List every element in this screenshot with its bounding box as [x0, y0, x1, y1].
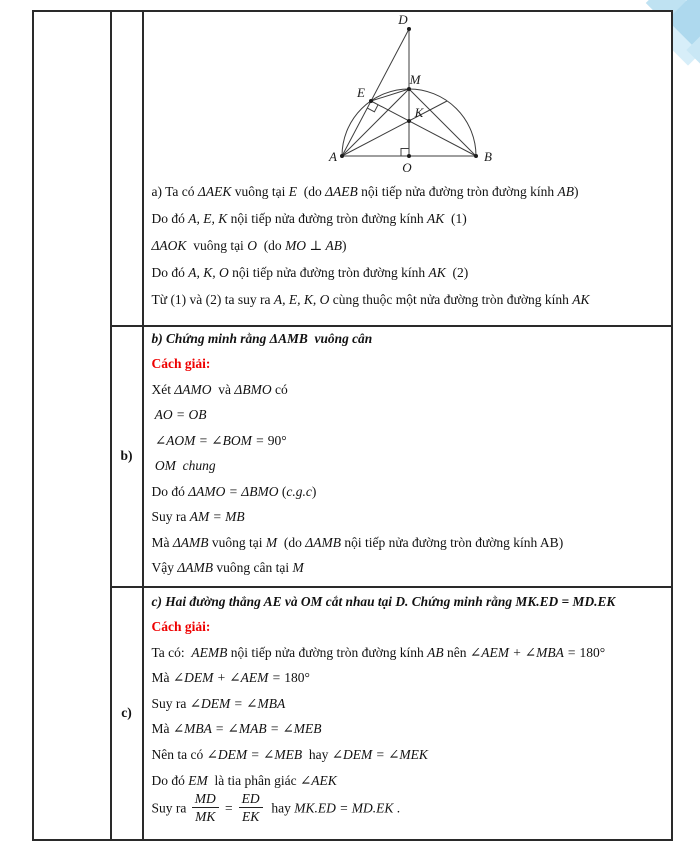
figure-point-label-D: D [397, 12, 408, 27]
part-a-lines [152, 178, 668, 313]
solution-table [32, 10, 673, 841]
solution-line: Suy ra AM = MB [151, 509, 245, 524]
point-dot-A [340, 154, 344, 158]
point-dot-B [474, 154, 478, 158]
solution-line: Từ (1) và (2) ta suy ra A, E, K, O cùng thuộc một nửa đường tròn đường kính AK [151, 292, 590, 307]
figure-point-label-B: B [483, 149, 492, 164]
solution-line: Cách giải: [151, 619, 211, 635]
solution-line: Mà ∠DEM + ∠AEM = 180° [151, 670, 310, 686]
solution-line: Cách giải: [151, 356, 211, 371]
row-b-cell [144, 327, 672, 587]
segment-AM [342, 89, 409, 156]
figure-point-label-M: M [409, 72, 420, 87]
solution-line: Nên ta có ∠DEM = ∠MEB hay ∠DEM = ∠MEK [151, 747, 428, 763]
point-dot-O [407, 154, 411, 158]
figure-point-label-E: E [356, 85, 365, 100]
row-b-label-cell [112, 327, 142, 587]
solution-line: Do đó EM là tia phân giác ∠AEK [151, 772, 337, 788]
solution-line: Vậy ΔAMB vuông cân tại M [151, 560, 304, 575]
segment-MB [409, 89, 476, 156]
segment-EB [371, 101, 476, 156]
figure-point-label-O: O [401, 160, 412, 175]
part-b-lines [144, 327, 672, 581]
figure-point-label-A: A [328, 149, 337, 164]
row-c-cell [144, 588, 672, 840]
point-dot-M [407, 87, 411, 91]
solution-line: b) Chứng minh rằng ΔAMB vuông cân [151, 330, 373, 346]
solution-line: Mà ΔAMB vuông tại M (do ΔAMB nội tiếp nửa đường tròn đường kính AB) [151, 534, 564, 550]
solution-line: Ta có: AEMB nội tiếp nửa đường tròn đường kính AB nên ∠AEM + ∠MBA = 180° [151, 644, 606, 660]
row-a-cell [144, 12, 672, 325]
point-dot-E [369, 99, 373, 103]
row-c-label-cell [112, 588, 142, 840]
solution-line: Suy ra ∠DEM = ∠MBA [151, 695, 286, 711]
fraction: $\frac{ED}{EK}$ [239, 791, 263, 824]
solution-line: Suy ra $\frac{MD}{MK}$ = $\frac{ED}{EK}$ hay MK.ED = MD.EK . [151, 791, 401, 825]
solution-line: c) Hai đường thẳng AE và OM cắt nhau tại D. Chứng minh rằng MK.ED = MD.EK [151, 593, 616, 609]
solution-line: a) Ta có ΔAEK vuông tại E (do ΔAEB nội tiếp nửa đường tròn đường kính AB) [151, 184, 579, 199]
figure-point-label-K: K [414, 105, 423, 120]
fraction: $\frac{MD}{MK}$ [192, 791, 219, 824]
solution-line: Xét ΔAMO và ΔBMO có [151, 381, 288, 397]
solution-line: ∠AOM = ∠BOM = 90° [151, 432, 287, 448]
row-b-label: b) [120, 448, 133, 464]
point-dot-D [407, 27, 411, 31]
solution-line: Do đó A, E, K nội tiếp nửa đường tròn đường kính AK (1) [151, 211, 467, 226]
geometry-figure [310, 12, 522, 184]
geometry-figure-svg [310, 12, 522, 184]
empty-left-cell [34, 12, 110, 839]
solution-line: Do đó ΔAMO = ΔBMO (c.g.c) [151, 483, 317, 499]
solution-line: ΔAOK vuông tại O (do MO ⊥ AB) [151, 238, 347, 253]
solution-line: OM chung [151, 458, 216, 473]
solution-line: Do đó A, K, O nội tiếp nửa đường tròn đường kính AK (2) [151, 265, 469, 280]
point-dot-K [407, 119, 411, 123]
part-c-lines [144, 589, 672, 827]
row-c-label: c) [121, 705, 132, 721]
solution-line: Mà ∠MBA = ∠MAB = ∠MEB [151, 721, 322, 737]
segment-AN [342, 101, 447, 156]
solution-line: AO = OB [151, 407, 207, 422]
